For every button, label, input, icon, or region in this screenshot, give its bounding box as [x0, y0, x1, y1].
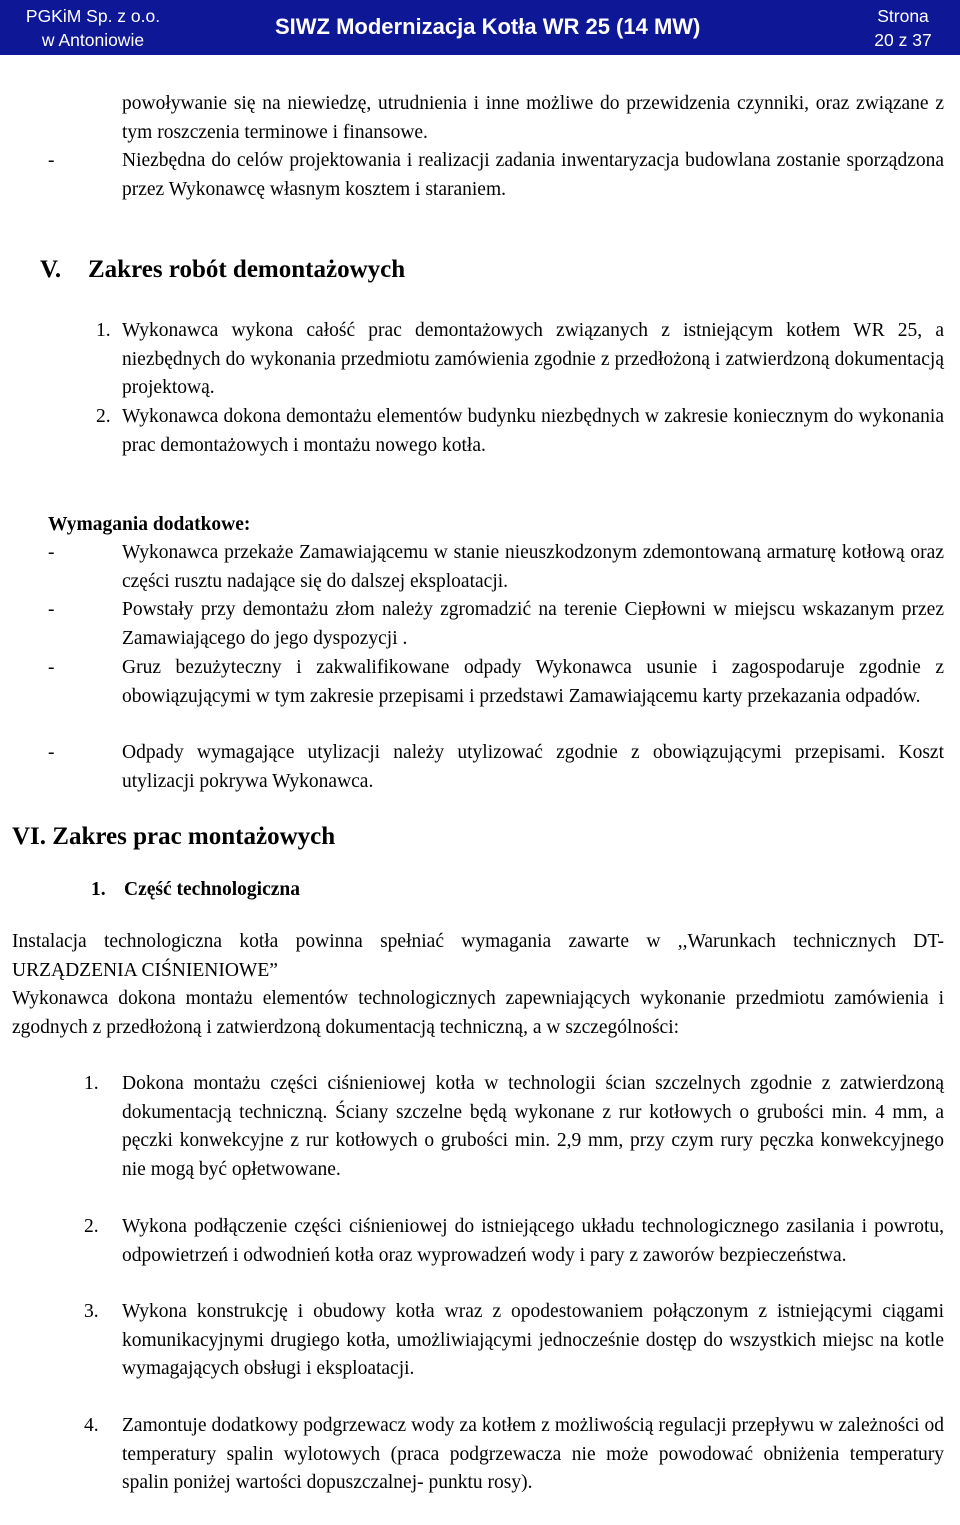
list-number: 2. [96, 406, 111, 427]
bullet-dash: - [48, 742, 55, 763]
bullet-text: Niezbędna do celów projektowania i realizacji zadania inwentaryzacja budowlana zostanie sporządzona przez Wykonawcę własnym kosztem i staraniem. [122, 150, 944, 200]
list-number: 1. [84, 1073, 99, 1094]
list-number: 2. [84, 1216, 99, 1237]
bullet-text: Wykonawca przekaże Zamawiającemu w stanie nieuszkodzonym zdemontowaną armaturę kotłową oraz części rusztu nadające się do dalszej eksploatacji. [122, 542, 944, 592]
subsection-heading: Część technologiczna [124, 879, 300, 900]
bullet-dash: - [48, 657, 55, 678]
paragraph: Instalacja technologiczna kotła powinna spełniać wymagania zawarte w ,,Warunkach technicznych DT- URZĄDZENIA CIŚNIENIOWE” [12, 931, 944, 981]
list-number: 3. [84, 1301, 99, 1322]
paragraph: powoływanie się na niewiedzę, utrudnienia i inne możliwe do przewidzenia czynniki, oraz związane z tym roszczenia terminowe i finansowe. [122, 93, 944, 143]
bullet-text: Odpady wymagające utylizacji należy utylizować zgodnie z obowiązującymi przepisami. Koszt utylizacji pokrywa Wykonawca. [122, 742, 944, 792]
section-heading: VI. Zakres prac montażowych [12, 823, 336, 850]
document-title: SIWZ Modernizacja Kotła WR 25 (14 MW) [275, 14, 701, 39]
page-indicator [868, 4, 938, 52]
subheading: Wymagania dodatkowe: [48, 514, 251, 535]
list-number: 4. [84, 1415, 99, 1436]
list-item: Dokona montażu części ciśnieniowej kotła w technologii ścian szczelnych zgodnie z zatwierdzoną dokumentacją techniczną. Ściany szczelne będą wykonane z rur kotłowych o grubości min. 4 mm, a pęczki konwekcyjne z rur kotłowych o grubości min. 2,9 mm, przy czym rury pęczka konwekcyjnego nie mogą być opłetwowane. [122, 1073, 944, 1180]
bullet-text: Gruz bezużyteczny i zakwalifikowane odpady Wykonawca usunie i zagospodaruje zgodnie z obowiązującymi w tym zakresie przepisami i przedstawi Zamawiającemu karty przekazania odpadów. [122, 657, 944, 707]
company-line-2: w Antoniowie [41, 30, 145, 50]
section-heading: Zakres robót demontażowych [88, 256, 406, 283]
bullet-dash: - [48, 599, 55, 620]
list-item: Wykona konstrukcję i obudowy kotła wraz z opodestowaniem połączonym z istniejącymi ciągami komunikacyjnymi drugiego kotła, umożliwiającymi jednocześnie dostęp do wszystkich miejsc na kotle wymagających obsługi i eksploatacji. [122, 1301, 944, 1379]
company-line-1: PGKiM Sp. z o.o. [25, 6, 161, 26]
bullet-dash: - [48, 542, 55, 563]
list-item: Wykonawca wykona całość prac demontażowych związanych z istniejącym kotłem WR 25, a niezbędnych do wykonania przedmiotu zamówienia zgodnie z przedłożoną i zatwierdzoną dokumentacją projektową. [122, 320, 944, 398]
company-name [4, 4, 182, 52]
bullet-text: Powstały przy demontażu złom należy zgromadzić na terenie Ciepłowni w miejscu wskazanym przez Zamawiającego do jego dyspozycji . [122, 599, 944, 649]
list-number: 1. [96, 320, 111, 341]
subsection-number: 1. [91, 879, 106, 900]
list-item: Wykona podłączenie części ciśnieniowej do istniejącego układu technologicznego zasilania i powrotu, odpowietrzeń i odwodnień kotła oraz wyprowadzeń wody i pary z zaworów bezpieczeństwa. [122, 1216, 944, 1266]
bullet-dash: - [48, 150, 55, 171]
paragraph: Wykonawca dokona montażu elementów technologicznych zapewniających wykonanie przedmiotu zamówienia i zgodnych z przedłożoną i zatwierdzoną dokumentacją techniczną, a w szczególności: [12, 988, 944, 1038]
page-number: 20 z 37 [874, 30, 932, 50]
page-header [0, 0, 960, 55]
page-label: Strona [877, 6, 929, 26]
list-item: Wykonawca dokona demontażu elementów budynku niezbędnych w zakresie koniecznym do wykonania prac demontażowych i montażu nowego kotła. [122, 406, 944, 456]
list-item: Zamontuje dodatkowy podgrzewacz wody za kotłem z możliwością regulacji przepływu w zależności od temperatury spalin wylotowych (praca podgrzewacza nie może powodować obniżenia temperatury spalin poniżej wartości dopuszczalnej- punktu rosy). [122, 1415, 944, 1493]
section-number: V. [40, 256, 62, 283]
